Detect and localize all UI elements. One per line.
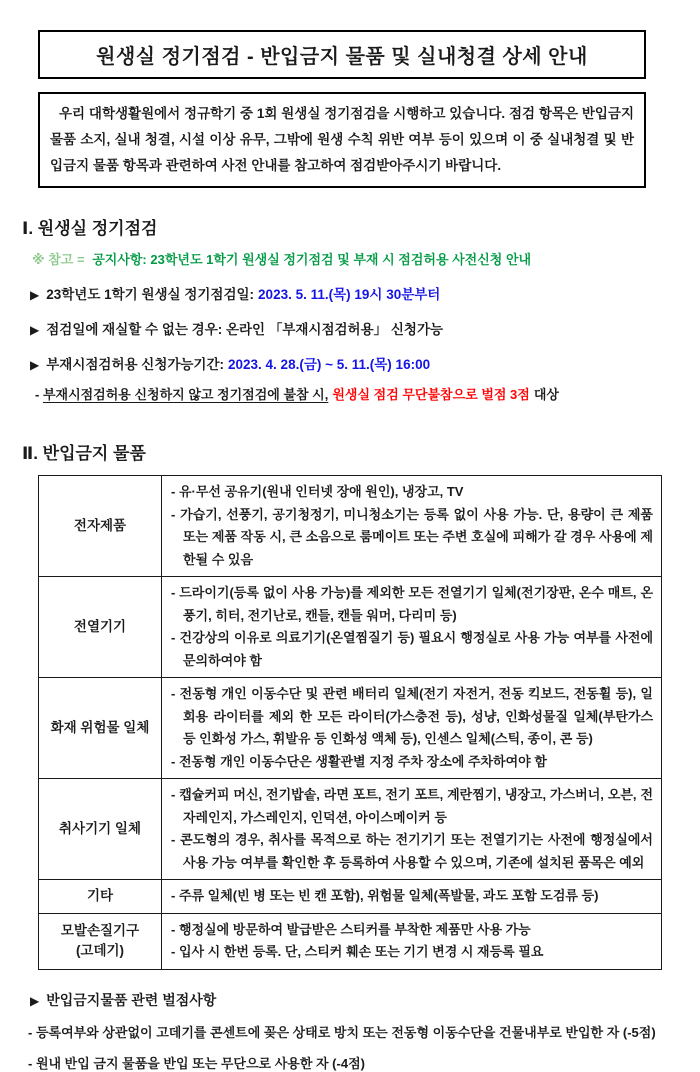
no-show-warning — [35, 384, 662, 403]
penalty-item-text: 등록여부와 상관없이 고데기를 콘센트에 꽂은 상태로 방치 또는 전동형 이동수단을 건물내부로 반입한 자 (-5점) — [35, 1024, 656, 1040]
prohibited-items-table — [38, 475, 662, 970]
section1-heading: Ⅰ. 원생실 정기점검 — [22, 219, 158, 238]
intro-paragraph: 우리 대학생활원에서 정규학기 중 1회 원생실 정기점검을 시행하고 있습니다. 점검 항목은 반입금지 물품 소지, 실내 청결, 시설 이상 유무, 그밖에 원생 수칙 위반 여부 등이 있으며 이 중 실내청결 및 반입금지 물품 항목과 관련하여 사전 안내를 참고하여 점검받아주시기 바랍니다. — [38, 92, 646, 188]
items-cell — [162, 577, 662, 678]
item-text: - 캡슐커피 머신, 전기밥솥, 라면 포트, 전기 포트, 계란찜기, 냉장고, 가스버너, 오븐, 전자레인지, 가스레인지, 인덕션, 아이스메이커 등 — [171, 787, 653, 825]
table-row — [39, 476, 662, 577]
category-cell: 취사기기 일체 — [39, 779, 162, 880]
note-body: 공지사항: 23학년도 1학기 원생실 정기점검 및 부재 시 점검허용 사전신청 안내 — [92, 252, 532, 267]
page-title: 원생실 정기점검 - 반입금지 물품 및 실내청결 상세 안내 — [38, 30, 646, 79]
penalty-item-text: 원내 반입 금지 물품을 반입 또는 무단으로 사용한 자 (-4점) — [35, 1055, 365, 1071]
warning-tail-text: 대상 — [533, 387, 559, 402]
reference-note — [32, 249, 662, 268]
items-cell — [162, 779, 662, 880]
dash-marker: - — [28, 1024, 36, 1040]
category-cell: 기타 — [39, 880, 162, 914]
table-row — [39, 913, 662, 969]
item-text: - 콘도형의 경우, 취사를 목적으로 하는 전기기기 또는 전열기기는 사전에 행정실에서 사용 가능 여부를 확인한 후 등록하여 사용할 수 있으며, 기존에 설치된 품목은 예외 — [171, 832, 653, 870]
arrow-bullet-icon: ▶ — [30, 993, 40, 1008]
warning-penalty-text: 원생실 점검 무단불참으로 벌점 3점 — [332, 387, 530, 402]
penalty-item — [28, 1053, 662, 1072]
item-text: - 전동형 개인 이동수단 및 관련 배터리 일체(전기 자전거, 전동 킥보드, 전동휠 등), 일회용 라이터를 제외 한 모든 라이터(가스충전 등), 성냥, 인화성물질 일체(부탄가스 등 인화성 가스, 휘발유 등 인화성 액체 등), 인센스 일체(스틱, 종이, 콘 등) — [171, 686, 653, 746]
category-cell: 전자제품 — [39, 476, 162, 577]
arrow-bullet-icon: ▶ — [30, 358, 40, 372]
penalty-heading — [30, 990, 662, 1010]
item-text: - 유·무선 공유기(원내 인터넷 장애 원인), 냉장고, TV — [171, 484, 464, 499]
penalty-heading-label: 반입금지물품 관련 벌점사항 — [46, 991, 217, 1008]
bullet-label: 부재시점검허용 신청가능기간: — [46, 357, 225, 372]
arrow-bullet-icon: ▶ — [30, 323, 40, 337]
arrow-bullet-icon: ▶ — [30, 288, 40, 302]
bullet-application-period — [30, 353, 662, 373]
notice-document — [0, 30, 700, 1072]
section2-heading: Ⅱ. 반입금지 물품 — [22, 444, 146, 463]
item-text: - 행정실에 방문하여 발급받은 스티커를 부착한 제품만 사용 가능 — [171, 921, 531, 937]
note-prefix: ※ 참고 = — [32, 252, 85, 267]
bullet-date-value: 2023. 4. 28.(금) ~ 5. 11.(목) 16:00 — [228, 357, 431, 372]
item-text: - 주류 일체(빈 병 또는 빈 캔 포함), 위험물 일체(폭발물, 과도 포함 도검류 등) — [171, 888, 599, 903]
bullet-date-value: 2023. 5. 11.(목) 19시 30분부터 — [258, 287, 441, 302]
category-cell: 모발손질기구 (고데기) — [39, 913, 162, 969]
item-text: - 가습기, 선풍기, 공기청정기, 미니청소기는 등록 없이 사용 가능. 단, 용량이 큰 제품 또는 제품 작동 시, 큰 소음으로 룸메이트 또는 주변 호실에 피해가 갈 경우 사용에 제한될 수 있음 — [171, 506, 653, 567]
prohibited-items-table-body — [39, 476, 662, 970]
table-row — [39, 577, 662, 678]
items-cell — [162, 678, 662, 779]
warning-underlined-text: 부재시점검허용 신청하지 않고 정기점검에 불참 시, — [42, 387, 329, 402]
penalty-item — [28, 1022, 662, 1041]
dash-marker: - — [28, 1055, 36, 1071]
section-prohibited-items — [22, 439, 662, 1072]
table-row — [39, 880, 662, 914]
bullet-label: 점검일에 재실할 수 없는 경우: 온라인 「부재시점검허용」 신청가능 — [46, 322, 444, 337]
section-regular-inspection — [22, 214, 662, 403]
item-text: - 드라이기(등록 없이 사용 가능)를 제외한 모든 전열기기 일체(전기장판, 온수 매트, 온풍기, 히터, 전기난로, 캔들, 캔들 워머, 다리미 등) — [171, 585, 653, 623]
items-cell — [162, 913, 662, 969]
category-cell: 화재 위험물 일체 — [39, 678, 162, 779]
dash-marker: - — [35, 387, 43, 402]
item-text: - 입사 시 한번 등록. 단, 스티커 훼손 또는 기기 변경 시 재등록 필요 — [171, 944, 544, 959]
bullet-inspection-date — [30, 283, 662, 303]
bullet-absence-option — [30, 318, 662, 338]
items-cell — [162, 880, 662, 914]
table-row — [39, 678, 662, 779]
items-cell — [162, 476, 662, 577]
item-text: - 건강상의 이유로 의료기기(온열찜질기 등) 필요시 행정실로 사용 가능 여부를 사전에 문의하여야 함 — [171, 630, 653, 668]
bullet-label: 23학년도 1학기 원생실 정기점검일: — [46, 287, 255, 302]
item-text: - 전동형 개인 이동수단은 생활관별 지정 주차 장소에 주차하여야 함 — [171, 753, 547, 769]
table-row — [39, 779, 662, 880]
category-cell: 전열기기 — [39, 577, 162, 678]
